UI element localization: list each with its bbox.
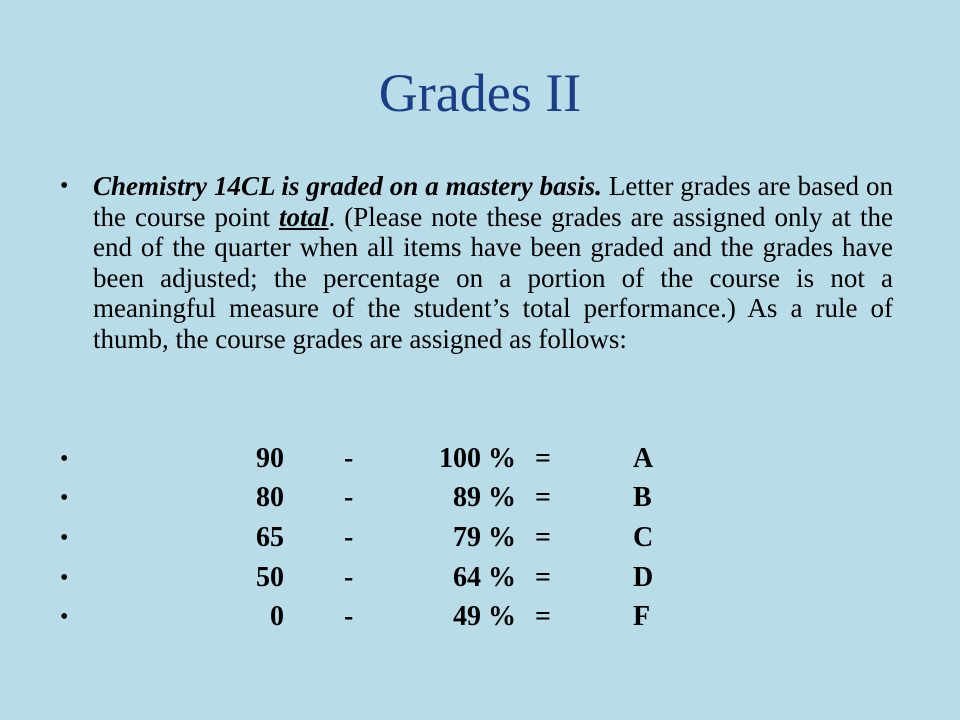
paragraph-text-a: Letter grades are based on the course point — [93, 171, 893, 232]
grade-letter: D — [633, 562, 654, 593]
paragraph-text-b: . (Please note these grades are assigned only at the end of the quarter when all items have been graded and the grades have been adjusted; the percentage on a portion of the course is not a meaningful measure of the student’s total performance.) As a rule of thumb, the course grades are assigned as follows: — [93, 201, 893, 354]
grade-letter: F — [633, 601, 651, 632]
grade-low-bound: 80 — [256, 482, 284, 513]
grading-policy-paragraph — [93, 171, 893, 354]
slide-title: Grades II — [378, 63, 582, 123]
grade-equals-sign: = — [535, 482, 551, 513]
bullet-grade-row: • — [60, 485, 69, 511]
grade-range-dash: - — [344, 443, 354, 474]
grade-range-dash: - — [344, 562, 354, 593]
grade-equals-sign: = — [535, 601, 551, 632]
grade-row — [0, 560, 960, 596]
grade-high-bound: 49 % — [453, 601, 516, 632]
grade-letter: A — [633, 443, 654, 474]
grade-range-dash: - — [344, 601, 354, 632]
grade-high-bound: 79 % — [453, 522, 516, 553]
grade-letter: B — [633, 482, 652, 513]
bullet-grade-row: • — [60, 446, 69, 472]
grade-equals-sign: = — [535, 522, 551, 553]
grade-row — [0, 599, 960, 635]
grade-high-bound: 64 % — [453, 562, 516, 593]
grade-low-bound: 65 — [256, 522, 284, 553]
grade-low-bound: 0 — [270, 601, 284, 632]
paragraph-lead: Chemistry 14CL is graded on a mastery basis. — [93, 171, 602, 201]
grade-row — [0, 480, 960, 516]
grade-row — [0, 520, 960, 556]
grade-low-bound: 50 — [256, 562, 284, 593]
grade-range-dash: - — [344, 482, 354, 513]
grade-high-bound: 89 % — [453, 482, 516, 513]
paragraph-underlined-total: total — [278, 201, 329, 232]
grade-equals-sign: = — [535, 562, 551, 593]
grade-range-dash: - — [344, 522, 354, 553]
grade-low-bound: 90 — [256, 443, 284, 474]
bullet-grade-row: • — [60, 525, 69, 551]
bullet-grade-row: • — [60, 604, 69, 630]
grade-high-bound: 100 % — [439, 443, 516, 474]
bullet-paragraph: • — [60, 173, 69, 199]
grade-letter: C — [633, 522, 654, 553]
grade-equals-sign: = — [535, 443, 551, 474]
grade-row — [0, 441, 960, 477]
bullet-grade-row: • — [60, 565, 69, 591]
